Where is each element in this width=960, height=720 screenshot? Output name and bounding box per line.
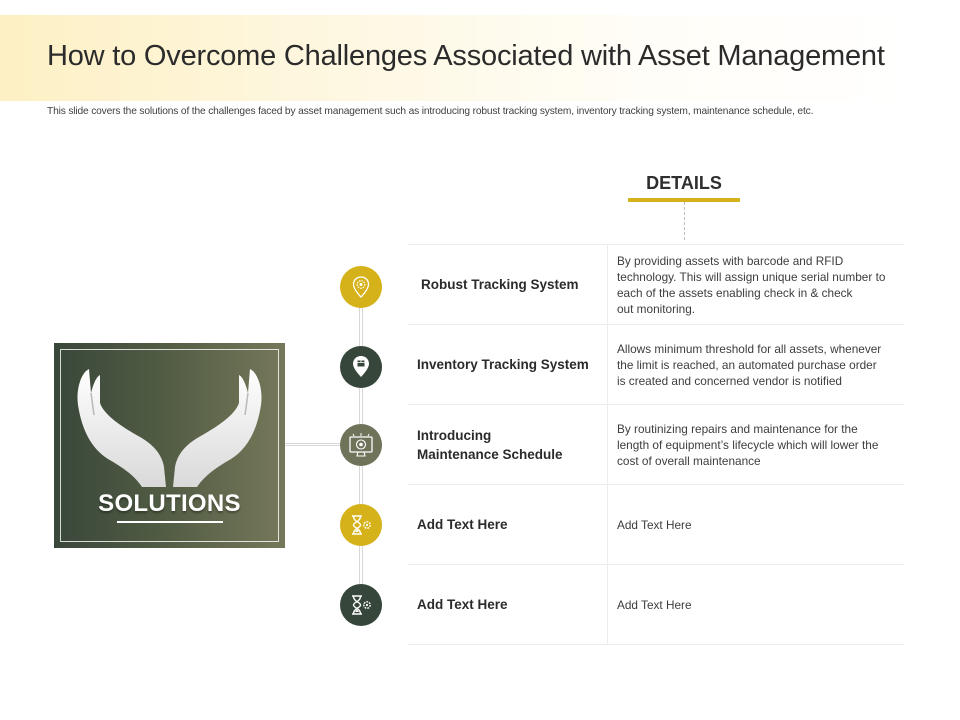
solutions-card — [54, 343, 285, 548]
hourglass-gear-icon — [340, 504, 382, 546]
column-divider — [607, 565, 608, 644]
column-divider — [607, 405, 608, 484]
column-divider — [607, 325, 608, 404]
row-label: Introducing Maintenance Schedule — [417, 427, 563, 462]
table-row — [408, 564, 904, 645]
row-description: By providing assets with barcode and RFID technology. This will assign unique serial number to each of the assets enabling check in & check out monitoring. — [617, 253, 886, 316]
table-row — [408, 404, 904, 484]
row-label: Add Text Here — [417, 597, 508, 612]
location-gear-icon — [340, 266, 382, 308]
hourglass-gear-icon — [340, 584, 382, 626]
table-row — [408, 484, 904, 564]
row-label: Inventory Tracking System — [417, 357, 589, 372]
column-divider — [607, 245, 608, 324]
monitor-target-icon — [340, 424, 382, 466]
row-description: Add Text Here — [617, 597, 692, 612]
location-box-icon — [340, 346, 382, 388]
page-title: How to Overcome Challenges Associated with Asset Management — [47, 40, 885, 72]
card-connector — [285, 443, 341, 446]
row-description: Add Text Here — [617, 517, 692, 532]
details-heading: DETAILS — [646, 173, 722, 193]
details-dashed-connector — [684, 202, 685, 240]
row-label: Robust Tracking System — [421, 277, 579, 292]
row-label: Add Text Here — [417, 517, 508, 532]
column-divider — [607, 485, 608, 564]
row-description: By routinizing repairs and maintenance for the length of equipment’s lifecycle which will lower the cost of overall maintenance — [617, 421, 879, 468]
open-hands-icon — [74, 363, 265, 493]
solutions-label: SOLUTIONS — [98, 490, 241, 517]
details-table — [408, 244, 904, 645]
page-subtitle: This slide covers the solutions of the challenges faced by asset management such as introducing robust tracking system, inventory tracking system, maintenance schedule, etc. — [47, 106, 814, 117]
table-row — [408, 324, 904, 404]
solutions-underline — [117, 521, 223, 523]
table-row — [408, 244, 904, 324]
row-description: Allows minimum threshold for all assets, whenever the limit is reached, an automated purchase order is created and concerned vendor is notified — [617, 341, 882, 388]
